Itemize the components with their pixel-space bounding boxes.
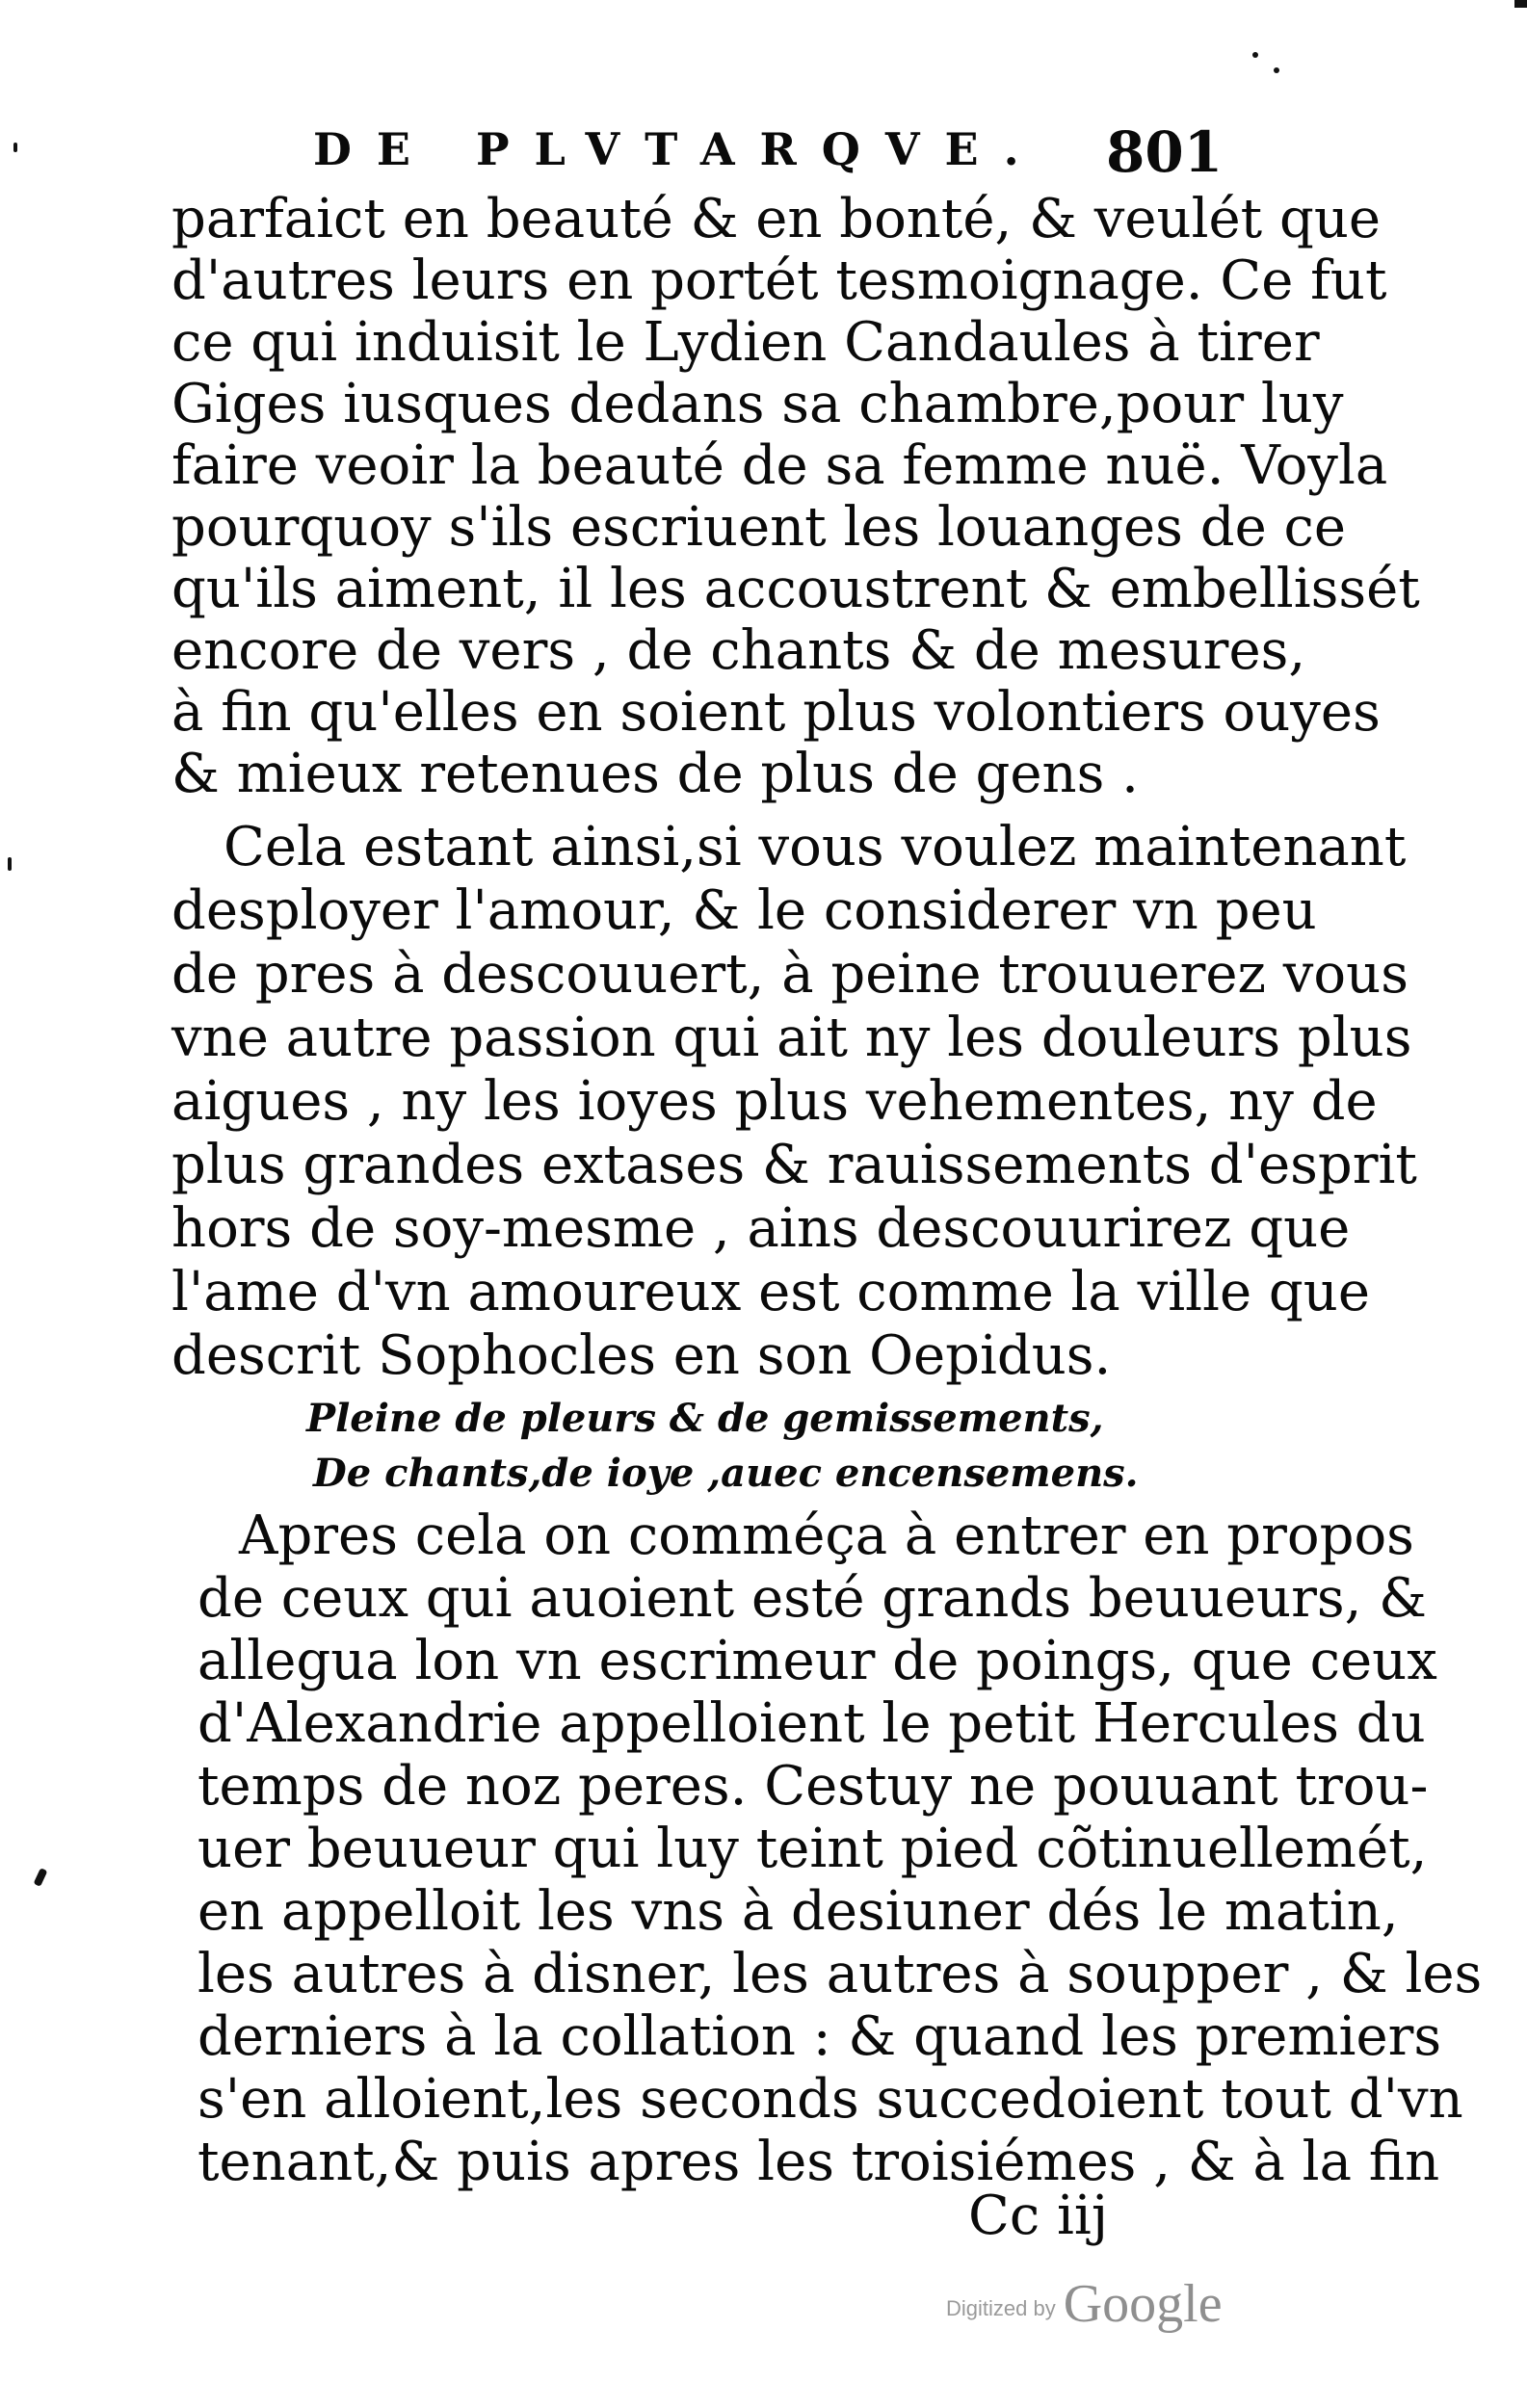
scan-speck [1514, 0, 1527, 8]
text-line: uer beuueur qui luy teint pied cõtinuellemét, [197, 1818, 1428, 1880]
text-line: de ceux qui auoient esté grands beuueurs, & [197, 1567, 1428, 1630]
scan-speck [1274, 67, 1279, 73]
google-logo: Google [1063, 2274, 1223, 2334]
text-line: ce qui induisit le Lydien Candaules à tirer [171, 311, 1320, 374]
scan-speck [13, 143, 17, 152]
page-number: 801 [1106, 119, 1224, 185]
digitized-watermark [946, 2273, 1223, 2335]
text-line: derniers à la collation : & quand les premiers [197, 2005, 1442, 2068]
text-line: & mieux retenues de plus de gens . [171, 743, 1139, 805]
text-line: faire veoir la beauté de sa femme nuë. Voyla [171, 434, 1388, 497]
text-line: vne autre passion qui ait ny les douleurs plus [171, 1007, 1412, 1069]
verse-line: De chants,de ioye ,auec encensemens. [313, 1451, 1139, 1496]
text-line: Apres cela on comméça à entrer en propos [239, 1505, 1414, 1567]
text-line: qu'ils aiment, il les accoustrent & embellissét [171, 558, 1420, 620]
text-line: à fin qu'elles en soient plus volontiers ouyes [171, 681, 1381, 744]
text-line: en appelloit les vns à desiuner dés le matin, [197, 1880, 1399, 1943]
running-title: DE PLVTARQVE. [313, 123, 1044, 175]
text-line: descrit Sophocles en son Oepidus. [171, 1324, 1112, 1387]
text-line: desployer l'amour, & le considerer vn peu [171, 879, 1317, 942]
text-line: hors de soy-mesme , ains descouurirez que [171, 1197, 1351, 1260]
text-line: Giges iusques dedans sa chambre,pour luy [171, 373, 1344, 435]
text-line: d'Alexandrie appelloient le petit Hercules du [197, 1692, 1426, 1755]
text-line: d'autres leurs en portét tesmoignage. Ce fut [171, 249, 1387, 312]
text-line: allegua lon vn escrimeur de poings, que ceux [197, 1630, 1437, 1692]
text-line: aigues , ny les ioyes plus vehementes, ny de [171, 1070, 1378, 1133]
text-line: parfaict en beauté & en bonté, & veulét que [171, 188, 1382, 250]
text-line: s'en alloient,les seconds succedoient tout d'vn [197, 2068, 1463, 2131]
text-line: tenant,& puis apres les troisiémes , & à la fin [197, 2131, 1440, 2193]
watermark-prefix: Digitized by [946, 2296, 1056, 2320]
scan-speck [1252, 52, 1258, 58]
text-line: temps de noz peres. Cestuy ne pouuant trou- [197, 1755, 1429, 1818]
text-line: les autres à disner, les autres à soupper , & les [197, 1943, 1483, 2005]
scan-speck [34, 1868, 48, 1887]
signature-mark: Cc iij [968, 2185, 1109, 2247]
text-line: pourquoy s'ils escriuent les louanges de ce [171, 496, 1347, 559]
text-line: plus grandes extases & rauissements d'esprit [171, 1134, 1417, 1196]
verse-line: Pleine de pleurs & de gemissements, [306, 1396, 1104, 1441]
text-line: encore de vers , de chants & de mesures, [171, 619, 1306, 682]
text-line: Cela estant ainsi,si vous voulez maintenant [224, 816, 1407, 878]
text-line: de pres à descouuert, à peine trouuerez vous [171, 943, 1409, 1006]
text-line: l'ame d'vn amoureux est comme la ville que [171, 1261, 1370, 1323]
scan-speck [8, 857, 12, 871]
